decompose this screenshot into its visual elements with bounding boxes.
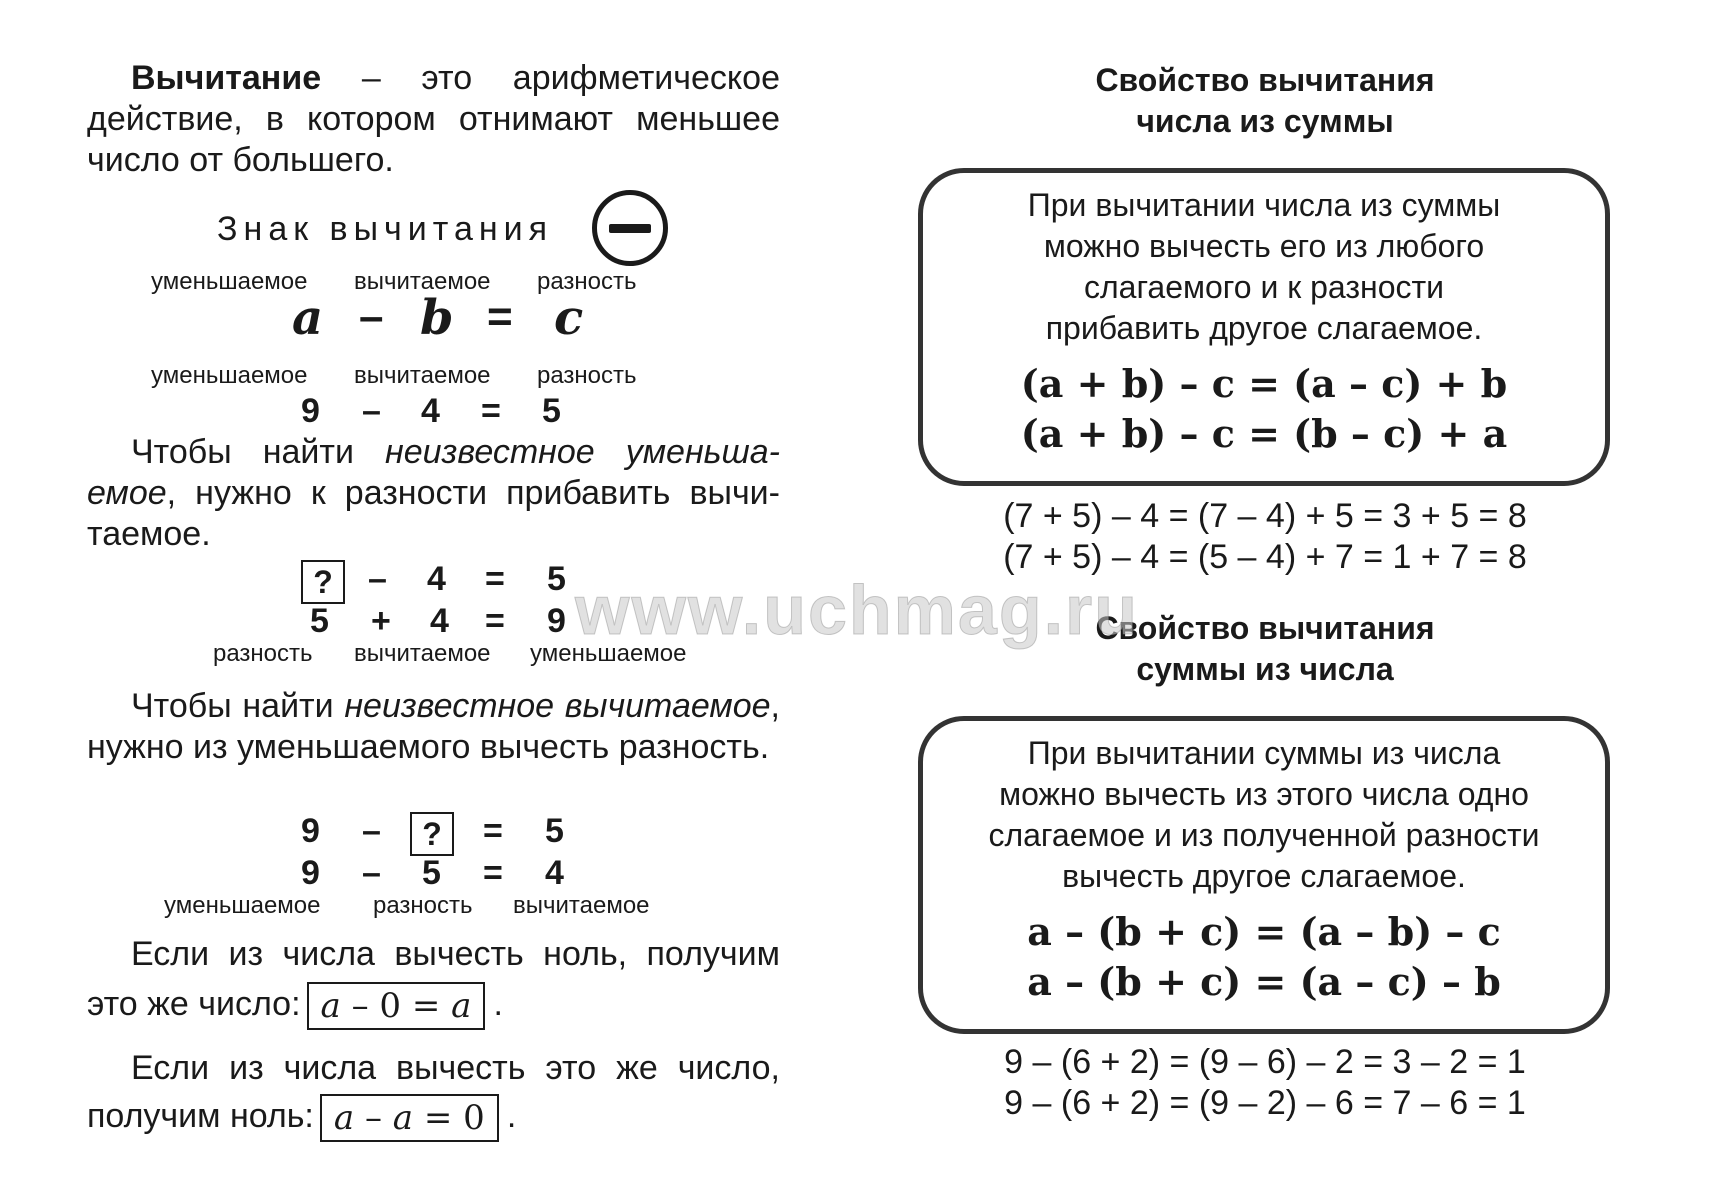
section1-title: Свойство вычитания числа из суммы: [1095, 62, 1435, 139]
eq2-num-3: 9: [547, 602, 566, 640]
sign-label: Знак вычитания: [217, 210, 554, 248]
section1-formulas: [923, 359, 1605, 459]
definition-term: Вычитание: [131, 59, 322, 97]
formula-minus: –: [359, 292, 384, 341]
definition-text: – это арифметическое действие, в котором отнимают меньшее число от большего.: [87, 59, 780, 179]
eq2-label-minuend: уменьшаемое: [530, 640, 687, 667]
formula-b: b: [420, 290, 454, 346]
eq4-label-difference: разность: [373, 892, 473, 919]
same-rule-line1: Если из числа вычесть это же число,: [131, 1049, 780, 1087]
example-label-subtrahend: вычитаемое: [354, 362, 491, 389]
eq2-op-1: +: [371, 602, 391, 640]
section1-rule-text: При вычитании числа из суммы можно вычесть его из любого слагаемого и к разности прибавить другое слагаемое.: [1027, 187, 1501, 346]
eq4-label-subtrahend: вычитаемое: [513, 892, 650, 919]
zero-rule-formula-box: a – 0 = a: [307, 982, 486, 1030]
rule1-emphasis: неизвестное уменьшаемое: [87, 433, 780, 512]
rule2-emphasis: неизвестное вычитаемое: [344, 687, 771, 725]
unknown-box-1: ?: [301, 560, 345, 604]
eq1-num-2: 4: [427, 560, 446, 598]
same-rule-line2: получим ноль: a – a = 0 .: [87, 1090, 780, 1142]
section2-examples: [910, 1042, 1620, 1124]
example-op-2: =: [481, 392, 501, 430]
section2-example-2: 9 – (6 + 2) = (9 – 2) – 6 = 7 – 6 = 1: [1004, 1084, 1526, 1122]
eq4-num-3: 4: [545, 854, 564, 892]
eq2-label-subtrahend: вычитаемое: [354, 640, 491, 667]
eq2-num-2: 4: [430, 602, 449, 640]
eq4-op-1: –: [362, 854, 381, 892]
minus-sign-row: [87, 188, 780, 268]
example-num-3: 5: [542, 392, 561, 430]
eq4-num-2: 5: [422, 854, 441, 892]
eq4-label-minuend: уменьшаемое: [164, 892, 321, 919]
section2-formulas: [923, 907, 1605, 1007]
formula-equals: =: [487, 292, 513, 341]
eq2-num-1: 5: [310, 602, 329, 640]
zero-rule-line1: Если из числа вычесть ноль, получим: [131, 935, 780, 973]
zero-rule-line2: это же число: a – 0 = a .: [87, 978, 780, 1030]
definition-paragraph: [87, 58, 780, 181]
unknown-box-2: ?: [410, 812, 454, 856]
formula-label-minuend: уменьшаемое: [151, 268, 308, 295]
eq1-op-1: –: [368, 560, 387, 598]
eq1-op-2: =: [485, 560, 505, 598]
section1-example-1: (7 + 5) – 4 = (7 – 4) + 5 = 3 + 5 = 8: [1003, 497, 1527, 535]
section1-rule-box: [918, 168, 1610, 486]
eq3-num-1: 9: [301, 812, 320, 850]
section1-example-2: (7 + 5) – 4 = (5 – 4) + 7 = 1 + 7 = 8: [1003, 538, 1527, 576]
formula-a: a: [292, 290, 324, 346]
eq4-num-1: 9: [301, 854, 320, 892]
section1-examples: [910, 496, 1620, 578]
eq4-op-2: =: [483, 854, 503, 892]
eq2-label-difference: разность: [213, 640, 313, 667]
example-label-minuend: уменьшаемое: [151, 362, 308, 389]
example-num-1: 9: [301, 392, 320, 430]
eq3-op-2: =: [483, 812, 503, 850]
watermark: www.uchmag.ru: [575, 571, 1140, 649]
section2-rule-box: [918, 716, 1610, 1034]
section2-example-1: 9 – (6 + 2) = (9 – 6) – 2 = 3 – 2 = 1: [1004, 1043, 1526, 1081]
example-op-1: –: [362, 392, 381, 430]
eq1-num-3: 5: [547, 560, 566, 598]
formula-label-difference: разность: [537, 268, 637, 295]
rule-unknown-subtrahend: Чтобы найти неизвестное вычитаемое, нужно из уменьшаемого вычесть разность.: [87, 687, 780, 766]
eq2-op-2: =: [485, 602, 505, 640]
example-label-difference: разность: [537, 362, 637, 389]
rule-unknown-minuend: Чтобы найти неизвестное уменьшаемое, нужно к разности прибавить вычитаемое.: [87, 433, 780, 553]
eq3-op-1: –: [362, 812, 381, 850]
section2-rule-text: При вычитании суммы из числа можно вычесть из этого числа одно слагаемое и из полученной разности вычесть другое слагаемое.: [988, 735, 1540, 894]
section1-formula-1: (a + b) – c = (a – c) + b: [1020, 361, 1508, 406]
section2-title: Свойство вычитания суммы из числа: [1095, 610, 1435, 687]
same-rule-formula-box: a – a = 0: [320, 1094, 499, 1142]
minus-sign-icon: [592, 190, 668, 266]
formula-c: c: [554, 290, 584, 346]
eq3-num-3: 5: [545, 812, 564, 850]
example-num-2: 4: [421, 392, 440, 430]
formula-label-subtrahend: вычитаемое: [354, 268, 491, 295]
section2-formula-2: a – (b + c) = (a – c) – b: [1027, 959, 1501, 1004]
section2-formula-1: a – (b + c) = (a – b) – c: [1027, 909, 1501, 954]
section1-formula-2: (a + b) – c = (b – c) + a: [1020, 411, 1508, 456]
